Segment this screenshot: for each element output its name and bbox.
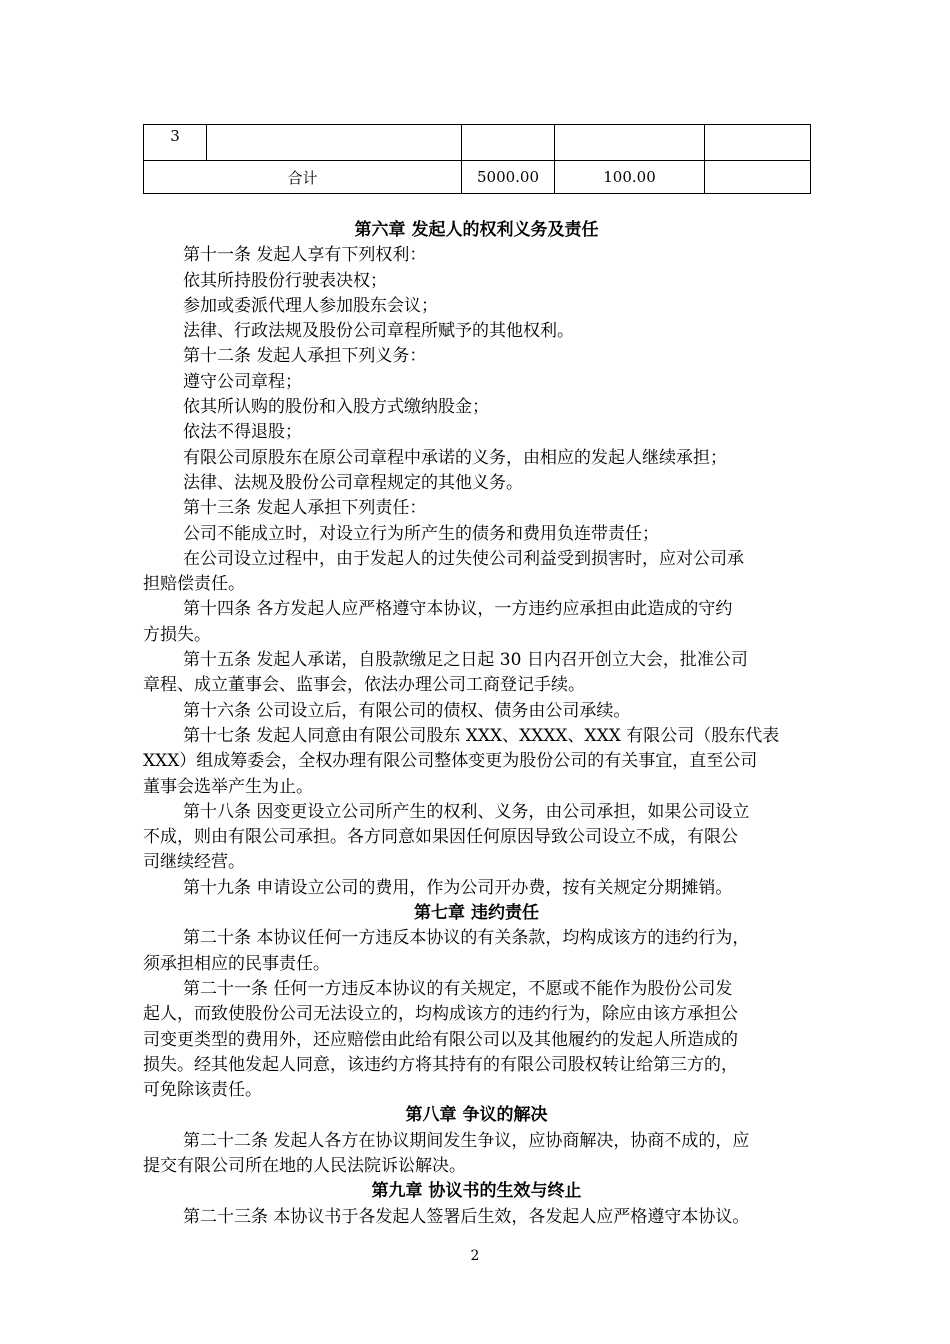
paragraph-line: 提交有限公司所在地的人民法院诉讼解决。	[143, 1155, 466, 1176]
paragraph-line: 第十一条 发起人享有下列权利：	[183, 245, 427, 266]
paragraph-line: 第十七条 发起人同意由有限公司股东 XXX、XXXX、XXX 有限公司（股东代表	[183, 725, 780, 746]
paragraph-line: 第二十二条 发起人各方在协议期间发生争议，应协商解决，协商不成的，应	[183, 1130, 750, 1151]
chapter-heading: 第八章 争议的解决	[405, 1105, 548, 1126]
table-cell	[555, 125, 705, 161]
paragraph-line: 起人，而致使股份公司无法设立的，均构成该方的违约行为，除应由该方承担公	[143, 1004, 738, 1025]
paragraph-line: 第十三条 发起人承担下列责任：	[183, 498, 427, 519]
paragraph-line: 董事会选举产生为止。	[143, 776, 313, 797]
paragraph-line: 第十八条 因变更设立公司所产生的权利、义务，由公司承担，如果公司设立	[183, 801, 750, 822]
page-number: 2	[470, 1248, 480, 1264]
paragraph-line: 法律、法规及股份公司章程规定的其他义务。	[183, 472, 523, 493]
paragraph-line: XXX）组成筹委会，全权办理有限公司整体变更为股份公司的有关事宜，直至公司	[143, 751, 758, 772]
paragraph-line: 公司不能成立时，对设立行为所产生的债务和费用负连带责任；	[183, 523, 659, 544]
chapter-heading: 第九章 协议书的生效与终止	[371, 1181, 582, 1202]
total-amount: 5000.00	[462, 161, 555, 194]
paragraph-line: 第二十条 本协议任何一方违反本协议的有关条款，均构成该方的违约行为，	[183, 928, 750, 949]
paragraph-line: 可免除该责任。	[143, 1080, 262, 1101]
total-label: 合计	[144, 161, 462, 194]
paragraph-line: 第二十一条 任何一方违反本协议的有关规定，不愿或不能作为股份公司发	[183, 978, 733, 999]
paragraph-line: 第十六条 公司设立后，有限公司的债权、债务由公司承续。	[183, 700, 631, 721]
paragraph-line: 须承担相应的民事责任。	[143, 953, 330, 974]
table-row-total	[144, 161, 811, 194]
paragraph-line: 损失。经其他发起人同意，该违约方将其持有的有限公司股权转让给第三方的，	[143, 1054, 738, 1075]
paragraph-line: 在公司设立过程中，由于发起人的过失使公司利益受到损害时，应对公司承	[183, 548, 744, 569]
paragraph-line: 第十五条 发起人承诺，自股款缴足之日起 30 日内召开创立大会，批准公司	[183, 650, 748, 671]
paragraph-line: 章程、成立董事会、监事会，依法办理公司工商登记手续。	[143, 675, 585, 696]
paragraph-line: 参加或委派代理人参加股东会议；	[183, 295, 438, 316]
chapter-heading: 第六章 发起人的权利义务及责任	[354, 220, 599, 240]
table-cell	[462, 125, 555, 161]
paragraph-line: 方损失。	[143, 624, 211, 645]
paragraph-line: 有限公司原股东在原公司章程中承诺的义务，由相应的发起人继续承担；	[183, 447, 727, 468]
paragraph-line: 法律、行政法规及股份公司章程所赋予的其他权利。	[183, 321, 574, 342]
table-cell	[207, 125, 462, 161]
table-row	[144, 125, 811, 161]
document-body	[143, 218, 810, 1230]
total-percent: 100.00	[555, 161, 705, 194]
paragraph-line: 依其所认购的股份和入股方式缴纳股金；	[183, 397, 489, 418]
table-cell-index: 3	[144, 125, 207, 161]
paragraph-line: 遵守公司章程；	[183, 371, 302, 392]
paragraph-line: 依法不得退股；	[183, 422, 302, 443]
paragraph-line: 担赔偿责任。	[143, 574, 245, 595]
paragraph-line: 司变更类型的费用外，还应赔偿由此给有限公司以及其他履约的发起人所造成的	[143, 1029, 738, 1050]
paragraph-line: 第十二条 发起人承担下列义务：	[183, 346, 427, 367]
paragraph-line: 不成，则由有限公司承担。各方同意如果因任何原因导致公司设立不成，有限公	[143, 827, 738, 848]
shares-table	[143, 124, 811, 194]
chapter-heading: 第七章 违约责任	[414, 903, 539, 924]
table-cell	[705, 125, 811, 161]
paragraph-line: 第十四条 各方发起人应严格遵守本协议，一方违约应承担由此造成的守约	[183, 599, 733, 620]
table-cell	[705, 161, 811, 194]
paragraph-line: 第十九条 申请设立公司的费用，作为公司开办费，按有关规定分期摊销。	[183, 877, 733, 898]
paragraph-line: 第二十三条 本协议书于各发起人签署后生效，各发起人应严格遵守本协议。	[183, 1206, 750, 1227]
paragraph-line: 依其所持股份行驶表决权；	[183, 270, 387, 291]
paragraph-line: 司继续经营。	[143, 852, 245, 873]
